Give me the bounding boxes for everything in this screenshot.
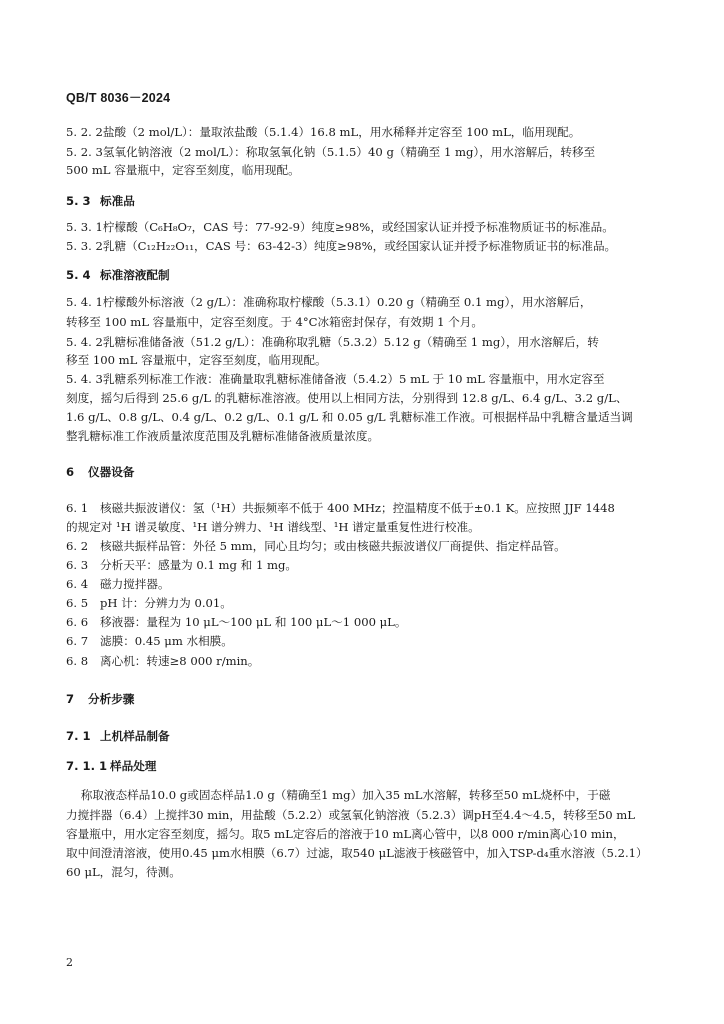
section-title: 样品处理 (110, 759, 157, 773)
clause-line (66, 429, 379, 443)
clause-line (66, 220, 614, 234)
section-heading (66, 268, 170, 282)
section-title: 标准溶液配制 (100, 268, 170, 282)
clause-line (66, 391, 627, 405)
clause-line (66, 239, 616, 253)
section-heading (66, 465, 134, 479)
clause-text: 乳糖（C₁₂H₂₂O₁₁，CAS 号：63-42-3）纯度≥98%，或经国家认证并授予标准物质证书的标准品。 (102, 239, 617, 253)
clause-line (66, 615, 406, 629)
clause-number: 6. 4 (66, 577, 89, 591)
clause-line (66, 145, 595, 159)
clause-line (66, 577, 170, 591)
clause-text: 整乳糖标准工作液质量浓度范围及乳糖标准储备液质量浓度。 (66, 429, 380, 443)
section-title: 仪器设备 (88, 465, 135, 479)
section-number: 7. 1. 1 (66, 759, 108, 773)
clause-line (66, 163, 300, 177)
clause-text: 的规定对 ¹H 谱灵敏度、¹H 谱分辨力、¹H 谱线型、¹H 谱定量重复性进行校准。 (66, 520, 480, 534)
clause-line (66, 539, 566, 553)
clause-text: 乳糖标准储备液（51.2 g/L）：准确称取乳糖（5.3.2）5.12 g（精确至 1 mg），用水溶解后，转 (102, 335, 599, 349)
clause-number: 6. 6 (66, 615, 89, 629)
clause-number: 6. 5 (66, 596, 89, 610)
clause-text: 500 mL 容量瓶中，定容至刻度，临用现配。 (66, 163, 300, 177)
paragraph-line: 称取液态样品10.0 g或固态样品1.0 g（精确至1 mg）加入35 mL水溶解，转移至50 mL烧杯中，于磁 (66, 788, 611, 802)
section-number: 7 (66, 692, 75, 706)
section-heading (66, 759, 156, 773)
section-number: 5. 3 (66, 194, 91, 208)
paragraph-line: 容量瓶中，用水定容至刻度，摇匀。取5 mL定容后的溶液于10 mL离心管中，以8 000 r/min离心10 min， (66, 827, 625, 841)
clause-line (66, 295, 591, 309)
clause-text: 核磁共振样品管：外径 5 mm，同心且均匀；或由核磁共振波谱仪厂商提供、指定样品管。 (100, 539, 566, 553)
clause-number: 5. 2. 3 (66, 145, 103, 159)
clause-text: 盐酸（2 mol/L）：量取浓盐酸（5.1.4）16.8 mL，用水稀释并定容至 100 mL，临用现配。 (102, 125, 581, 139)
section-title: 上机样品制备 (100, 729, 170, 743)
clause-line (66, 520, 480, 534)
clause-line (66, 634, 233, 648)
clause-line (66, 372, 605, 386)
clause-line (66, 125, 580, 139)
clause-number: 5. 3. 2 (66, 239, 103, 253)
clause-number: 5. 4. 2 (66, 335, 103, 349)
paragraph-line: 力搅拌器（6.4）上搅拌30 min，用盐酸（5.2.2）或氢氧化钠溶液（5.2.3）调pH至4.4～4.5，转移至50 mL (66, 808, 635, 822)
clause-number: 6. 8 (66, 654, 89, 668)
clause-text: 转移至 100 mL 容量瓶中，定容至刻度。于 4°C冰箱密封保存，有效期 1 个月。 (66, 315, 483, 329)
section-number: 6 (66, 465, 75, 479)
section-heading (66, 729, 170, 743)
clause-text: 滤膜：0.45 μm 水相膜。 (100, 634, 233, 648)
clause-number: 6. 2 (66, 539, 89, 553)
section-heading (66, 194, 135, 208)
clause-line (66, 501, 615, 515)
section-heading (66, 692, 134, 706)
clause-line (66, 353, 327, 367)
section-number: 7. 1 (66, 729, 91, 743)
clause-line (66, 315, 483, 329)
clause-text: 刻度，摇匀后得到 25.6 g/L 的乳糖标准溶液。使用以上相同方法，分别得到 12.8 g/L、6.4 g/L、3.2 g/L、 (66, 391, 628, 405)
clause-line (66, 654, 259, 668)
paragraph-line: 60 μL，混匀，待测。 (66, 865, 181, 879)
clause-number: 6. 1 (66, 501, 89, 515)
clause-text: 磁力搅拌器。 (100, 577, 170, 591)
clause-text: 分析天平：感量为 0.1 mg 和 1 mg。 (100, 558, 298, 572)
document-code-header: QB/T 8036－2024 (66, 91, 171, 105)
clause-text: 柠檬酸（C₆H₈O₇，CAS 号：77-92-9）纯度≥98%，或经国家认证并授予标准物质证书的标准品。 (102, 220, 614, 234)
section-number: 5. 4 (66, 268, 91, 282)
clause-number: 5. 3. 1 (66, 220, 103, 234)
clause-text: 乳糖系列标准工作液：准确量取乳糖标准储备液（5.4.2）5 mL 于 10 mL 容量瓶中，用水定容至 (102, 372, 605, 386)
clause-number: 6. 7 (66, 634, 89, 648)
paragraph-line: 取中间澄清溶液，使用0.45 μm水相膜（6.7）过滤，取540 μL滤液于核磁管中，加入TSP-d₄重水溶液（5.2.1） (66, 846, 648, 860)
clause-text: pH 计：分辨力为 0.01。 (100, 596, 232, 610)
clause-text: 核磁共振波谱仪：氢（¹H）共振频率不低于 400 MHz；控温精度不低于±0.1 K。应按照 JJF 1448 (100, 501, 615, 515)
clause-text: 离心机：转速≥8 000 r/min。 (100, 654, 260, 668)
section-title: 标准品 (100, 194, 135, 208)
clause-text: 柠檬酸外标溶液（2 g/L）：准确称取柠檬酸（5.3.1）0.20 g（精确至 0.1 mg），用水溶解后， (102, 295, 592, 309)
clause-line (66, 335, 599, 349)
clause-number: 6. 3 (66, 558, 89, 572)
clause-number: 5. 2. 2 (66, 125, 103, 139)
clause-number: 5. 4. 3 (66, 372, 103, 386)
clause-text: 氢氧化钠溶液（2 mol/L）：称取氢氧化钠（5.1.5）40 g（精确至 1 mg），用水溶解后，转移至 (102, 145, 596, 159)
clause-line (66, 596, 232, 610)
section-title: 分析步骤 (88, 692, 135, 706)
clause-line (66, 410, 633, 424)
clause-text: 移至 100 mL 容量瓶中，定容至刻度，临用现配。 (66, 353, 327, 367)
clause-number: 5. 4. 1 (66, 295, 103, 309)
clause-text: 1.6 g/L、0.8 g/L、0.4 g/L、0.2 g/L、0.1 g/L 和 0.05 g/L 乳糖标准工作液。可根据样品中乳糖含量适当调 (66, 410, 633, 424)
clause-text: 移液器：量程为 10 μL～100 μL 和 100 μL～1 000 μL。 (100, 615, 407, 629)
page-number: 2 (66, 956, 73, 969)
clause-line (66, 558, 297, 572)
